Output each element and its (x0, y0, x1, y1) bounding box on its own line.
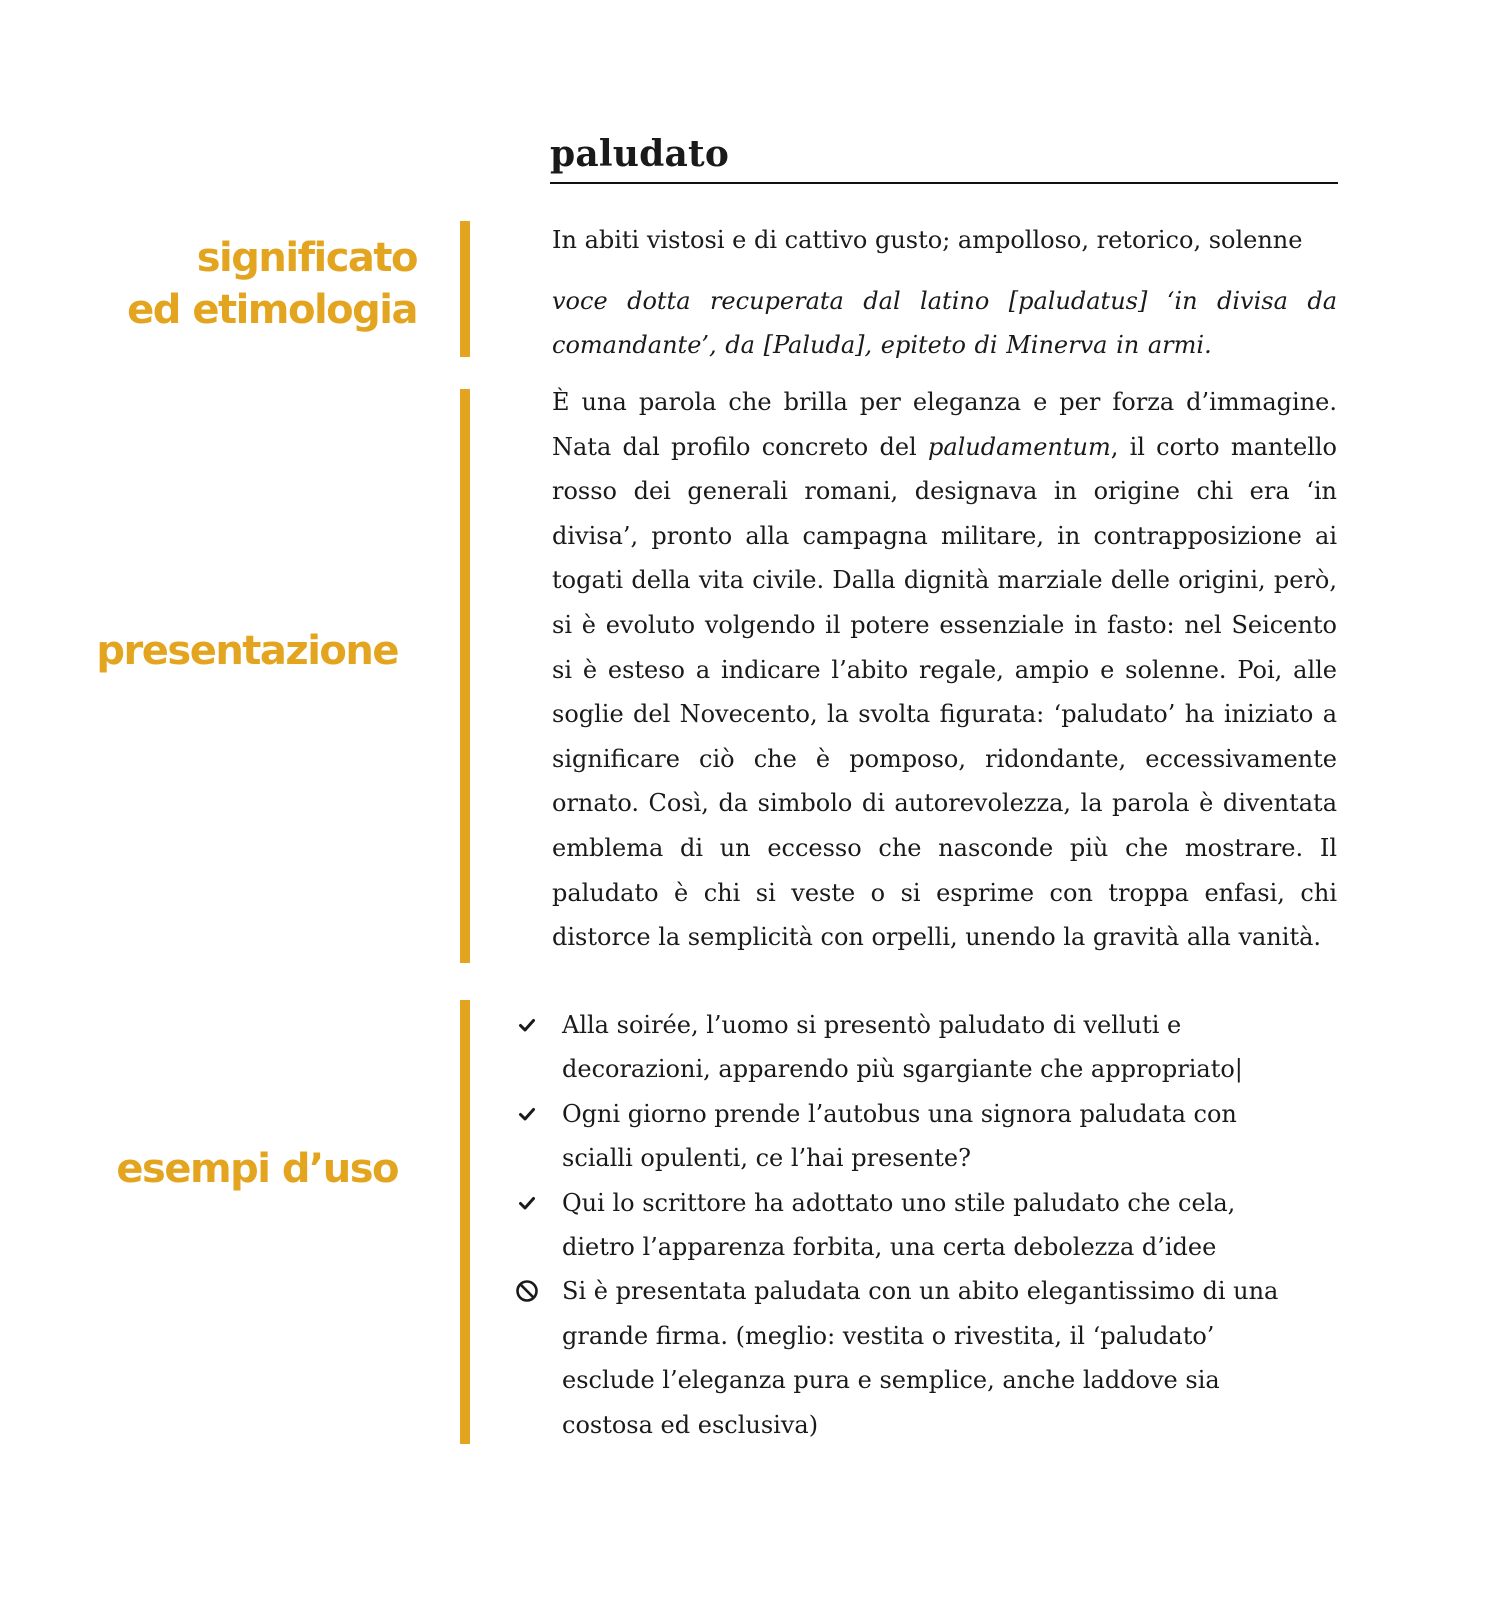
presentation-text (552, 380, 1337, 960)
section-label-presentation (78, 625, 398, 677)
example-text: Qui lo scrittore ha adottato uno stile paludato che cela, dietro l’apparenza forbita, una certa debolezza d’idee (562, 1188, 1236, 1262)
check-icon (515, 1003, 539, 1047)
section-label-meaning (97, 232, 417, 336)
example-text: Si è presentata paludata con un abito elegantissimo di una grande firma. (meglio: vestita o rivestita, il ‘paludato’ esclude l’eleganza pura e semplice, anche laddove sia costosa ed esclusiva) (562, 1277, 1279, 1439)
accent-bar-meaning (460, 221, 470, 357)
accent-bar-examples (460, 1000, 470, 1444)
example-item (510, 1003, 1340, 1092)
example-item (510, 1181, 1340, 1270)
example-item (510, 1269, 1340, 1447)
section-label-examples (78, 1143, 398, 1195)
section-label-meaning-line2: ed etimologia (127, 287, 417, 333)
prohibited-icon (515, 1269, 539, 1313)
check-icon (515, 1092, 539, 1136)
check-icon (515, 1181, 539, 1225)
presentation-part-1: È una parola che brilla per eleganza e per forza d’immagine. Nata dal profilo concreto del (552, 388, 1337, 461)
accent-bar-presentation (460, 389, 470, 963)
section-label-examples-text: esempi d’uso (116, 1146, 398, 1192)
examples-list (510, 1003, 1340, 1447)
entry-title: paludato (550, 133, 730, 175)
example-text: Alla soirée, l’uomo si presentò paludato di velluti e decorazioni, apparendo più sgargiante che appropriato| (562, 1011, 1243, 1084)
definition-text: In abiti vistosi e di cattivo gusto; ampolloso, retorico, solenne (552, 226, 1303, 254)
section-label-meaning-line1: significato (196, 235, 417, 281)
presentation-part-2: , il corto mantello rosso dei generali romani, designava in origine chi era ‘in divisa’, pronto alla campagna militare, in contrapposizione ai togati della vita civile. Dalla dignità marziale delle origini, però, si è evoluto volgendo il potere essenziale in fasto: nel Seicento si è esteso a indicare l’abito regale, ampio e solenne. Poi, alle soglie del Novecento, la svolta figurata: ‘paludato’ ha iniziato a significare ciò che è pomposo, ridondante, eccessivamente ornato. Così, da simbolo di autorevolezza, la parola è diventata emblema di un eccesso che nasconde più che mostrare. Il paludato è chi si veste o si esprime con troppa enfasi, chi distorce la semplicità con orpelli, unendo la gravità alla vanità. (552, 432, 1337, 952)
example-item (510, 1092, 1340, 1181)
presentation-emphasis: paludamentum (927, 432, 1111, 461)
etymology-text: voce dotta recuperata dal latino [paludatus] ‘in divisa da comandante’, da [Paluda], epiteto di Minerva in armi. (552, 287, 1337, 359)
example-text: Ogni giorno prende l’autobus una signora paludata con scialli opulenti, ce l’hai presente? (562, 1099, 1237, 1173)
section-label-presentation-text: presentazione (96, 628, 398, 674)
entry-header (550, 128, 1338, 184)
